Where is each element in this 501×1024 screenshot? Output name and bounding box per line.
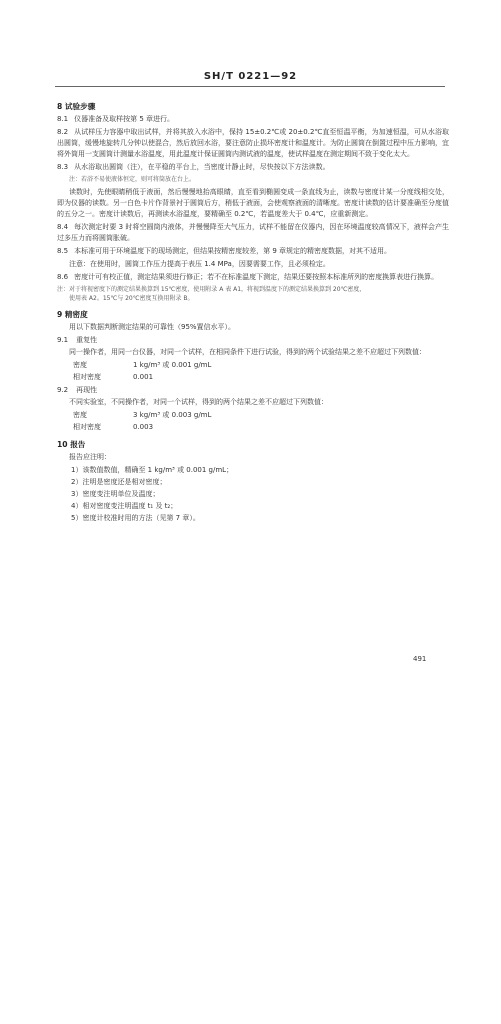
clause-9-1 [57,335,449,346]
note-8-6-line1: 注：对于将视密度下的测定结果换算到 15℃密度，使用附录 A 表 A1，将视到温度下的测定结果换算到 20℃密度， [57,286,366,293]
precision-intro: 用以下数据判断测定结果的可靠性（95%置信水平）。 [69,323,236,331]
note-8-3: 注：若浴不易使液体恒定，则可将筒放在台上。 [69,176,196,183]
standard-header: SH/T 0221—92 [203,71,298,82]
value: 0.003 [133,423,154,431]
clause-text: 从水浴取出圆筒（注），在平稳的平台上，当密度计静止时，尽快按以下方法读数。 [74,163,330,171]
clause-text: 本标准可用于环境温度下的现场测定，但结果按精密度较差，第 9 章规定的精密度数据，对其不适用。 [74,247,392,255]
section-9-title: 9 精密度 [57,310,88,319]
clause-9-2 [57,385,449,396]
section-10-title: 10 报告 [57,440,86,449]
caution-8-5: 注意：在使用时，圆筒工作压力提高于表压 1.4 MPa，因要需要工作，且必须检定。 [69,260,330,268]
clause-number: 9.1 [57,336,69,344]
list-item: 4）相对密度变注明温度 t₁ 及 t₂； [71,502,178,510]
list-item: 1）该数值数值，精确至 1 kg/m³ 或 0.001 g/mL； [71,466,234,474]
clause-text: 每次测定时要 3 时将空圆筒内液体，并慢慢降至大气压力，试样不能留在仪器内，因在环境温度较高情况下，液样会产生过多压力而将圆筒胀破。 [57,223,449,242]
clause-text: 从试样压力容器中取出试样，并将其放入水浴中，保持 15±0.2℃或 20±0.2℃直至恒温平衡，为加速恒温，可从水浴取出圆筒，缓慢地旋转几分钟以使混合，然后放回水浴，要注意防止损坏密度计和温度计。为防止圆筒在倒置过程中压力影响，宜将外筒用一支圆筒计测量水浴温度，用此温度计保证圆筒内测试液的温度，使试样温度在测定期间不致于变化太大。 [57,128,449,158]
repeatability-text: 同一操作者，用同一台仪器，对同一个试样，在相同条件下进行试验，得到的两个试验结果之差不应超过下列数值： [69,348,426,356]
label: 相对密度 [73,423,101,431]
list-item: 5）密度计校准时用的方法（见第 7 章）。 [71,514,200,522]
label: 密度 [73,361,87,369]
paragraph-8-5 [57,246,449,257]
clause-number: 9.2 [57,386,69,394]
document-body [57,95,449,525]
clause-number: 8.1 [57,115,69,123]
value: 0.001 [133,373,154,381]
list-item: 3）密度变注明单位及温度； [71,490,160,498]
label: 密度 [73,411,87,419]
clause-number: 8.6 [57,273,69,281]
label: 相对密度 [73,373,101,381]
report-intro: 报告应注明： [69,453,111,461]
paragraph-8-4 [57,222,449,244]
paragraph-8-2 [57,127,449,160]
page-number: 491 [413,655,427,663]
clause-number: 8.4 [57,223,69,231]
paragraph-8-3 [57,162,449,173]
clause-title: 重复性 [76,336,98,344]
note-8-6-line2: 使用表 A2。15℃与 20℃密度互换用附录 B。 [69,295,194,302]
section-8-title: 8 试验步骤 [57,102,96,111]
paragraph-8-3-reading: 读数时，先使眼睛稍低于液面，然后慢慢地抬高眼睛，直至看到椭圆变成一条直线为止，读数与密度计某一分度线相交处，即为仪器的读数。另一白色卡片作背景衬于圆筒后方，稍低于液面，会使观察液面的清晰度。密度计读数的估计要准确至分度值的五分之一。密度计读数后，再测读水浴温度，要精确至 0.2℃，若温度差大于 0.4℃，应重新测定。 [57,188,449,218]
value: 1 kg/m³ 或 0.001 g/mL [133,361,212,369]
repeatability-relative-density [73,372,449,383]
value: 3 kg/m³ 或 0.003 g/mL [133,411,212,419]
header-rule [55,86,445,87]
clause-number: 8.3 [57,163,69,171]
paragraph-8-1 [57,114,449,125]
clause-text: 仪器准备及取样按第 5 章进行。 [74,115,175,123]
list-item: 2）注明是密度还是相对密度； [71,478,167,486]
clause-title: 再现性 [76,386,98,394]
reproducibility-text: 不同实验室，不同操作者，对同一个试样，得到的两个结果之差不应超过下列数值： [69,398,328,406]
report-items [71,465,449,524]
reproducibility-relative-density [73,422,449,433]
clause-text: 密度计可有校正值，测定结果须进行修正；若不在标准温度下测定，结果还要按照本标准所列的密度换算表进行换算。 [74,273,439,281]
reproducibility-density [73,410,449,421]
repeatability-density [73,360,449,371]
clause-number: 8.2 [57,128,69,136]
paragraph-8-6 [57,272,449,283]
clause-number: 8.5 [57,247,69,255]
